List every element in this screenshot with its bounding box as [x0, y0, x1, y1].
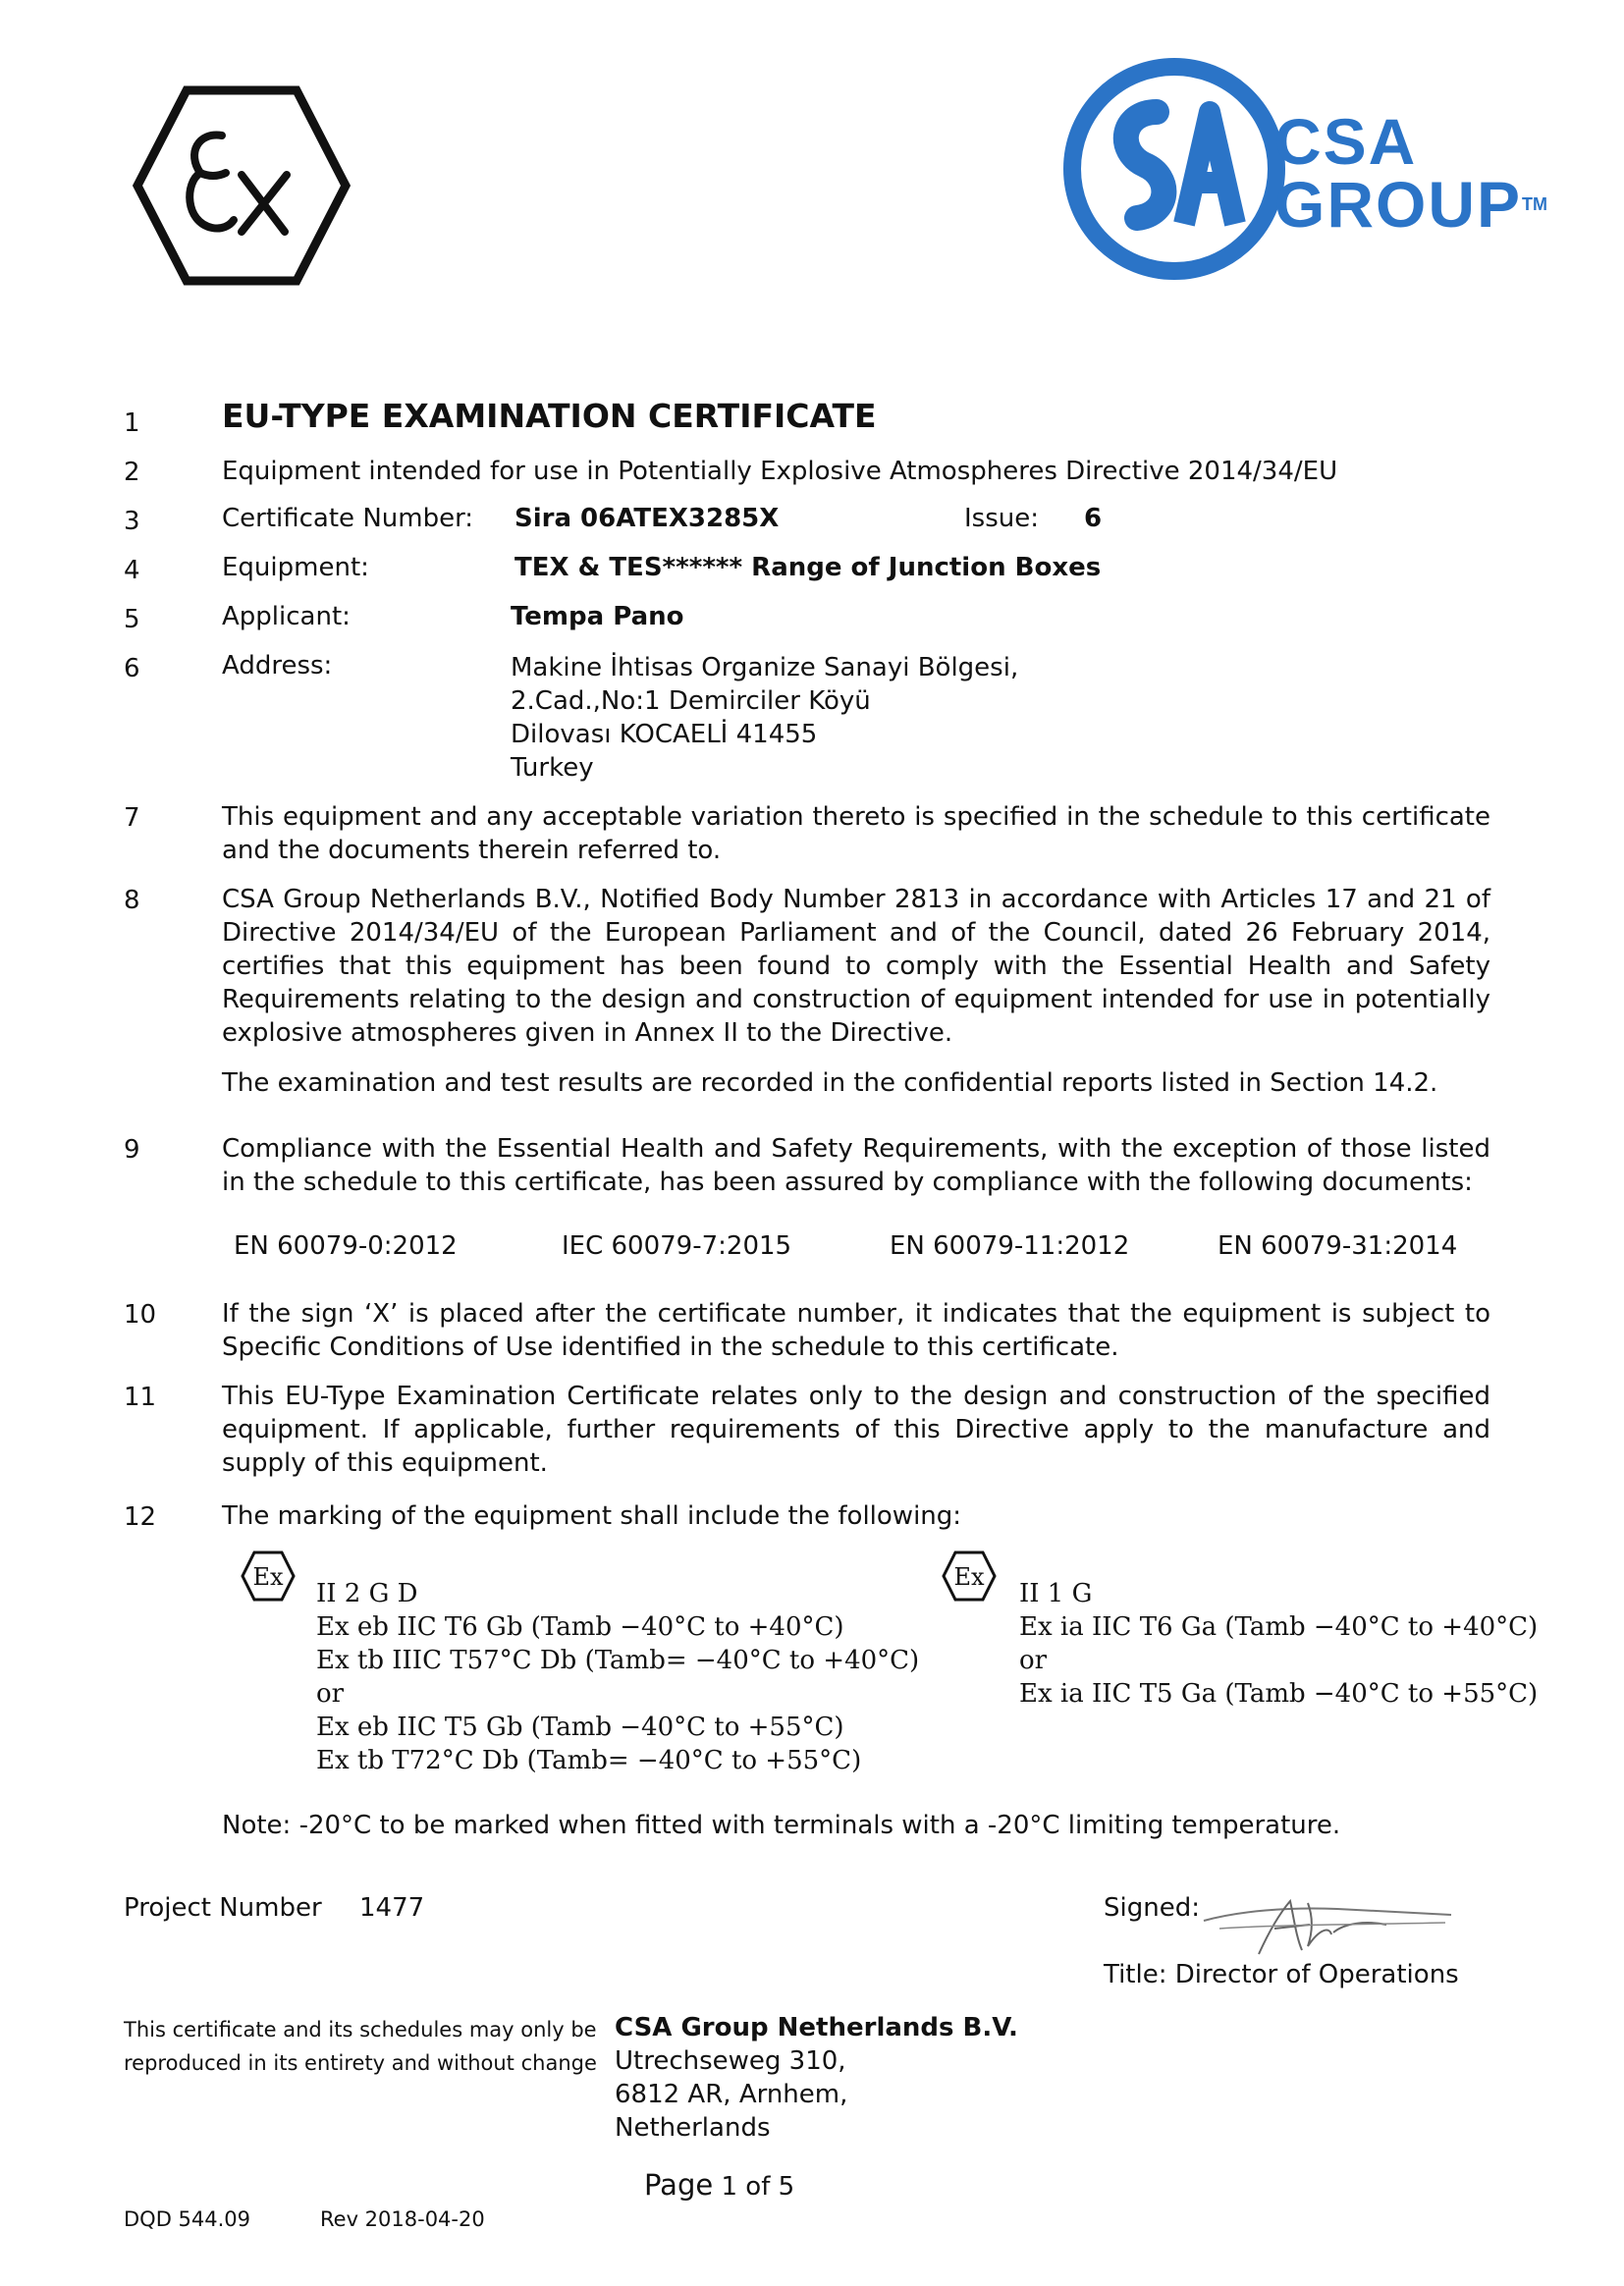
marking-right — [1019, 1577, 1538, 1711]
signature-image — [1200, 1885, 1457, 1964]
address-line: Makine İhtisas Organize Sanayi Bölgesi, — [511, 653, 1019, 682]
item-9-text: Compliance with the Essential Health and Safety Requirements, with the exception of those listed in the schedule to this certificate, has been assured by compliance with the following documents: — [222, 1134, 1490, 1197]
item-11-text: This EU-Type Examination Certificate relates only to the design and construction of the specified equipment. If applicable, further requirements of this Directive apply to the manufacture and supply of this equipment. — [222, 1382, 1490, 1478]
equipment-label: Equipment: — [222, 553, 369, 582]
certificate-number-label: Certificate Number: — [222, 504, 474, 533]
marking-line: Ex eb IIC T5 Gb (Tamb −40°C to +55°C) — [316, 1713, 844, 1742]
item-8-reports-text: The examination and test results are recorded in the confidential reports listed in Section 14.2. — [222, 1068, 1438, 1098]
ex-mark-icon — [941, 1550, 998, 1603]
item-number: 3 — [124, 507, 140, 536]
marking-line: Ex ia IIC T6 Ga (Tamb −40°C to +40°C) — [1019, 1612, 1539, 1642]
marking-line: II 1 G — [1019, 1579, 1093, 1608]
item-number: 8 — [124, 886, 140, 915]
item-10-text: If the sign ‘X’ is placed after the certificate number, it indicates that the equipment is subject to Specific Conditions of Use identified in the schedule to this certificate. — [222, 1299, 1490, 1362]
applicant-value: Tempa Pano — [511, 602, 684, 631]
csa-logo-text — [1274, 105, 1548, 241]
certificate-number-value: Sira 06ATEX3285X — [514, 504, 780, 533]
applicant-address — [511, 651, 1018, 785]
certificate-title: EU-TYPE EXAMINATION CERTIFICATE — [222, 397, 877, 435]
address-line: Turkey — [511, 753, 594, 783]
issue-value: 6 — [1084, 504, 1103, 533]
marking-note: Note: -20°C to be marked when fitted with terminals with a -20°C limiting temperature. — [222, 1811, 1341, 1840]
address-line: 2.Cad.,No:1 Demirciler Köyü — [511, 686, 871, 716]
item-number: 1 — [124, 408, 140, 438]
item-number: 9 — [124, 1135, 140, 1165]
applicant-label: Applicant: — [222, 602, 351, 631]
reproduction-line: reproduced in its entirety and without change — [124, 2051, 597, 2075]
standard-item: IEC 60079-7:2015 — [562, 1231, 792, 1261]
marking-line: Ex tb IIIC T57°C Db (Tamb= −40°C to +40°C) — [316, 1646, 920, 1675]
issue-label: Issue: — [964, 504, 1039, 533]
document-code: DQD 544.09 — [124, 2207, 251, 2231]
marking-line: Ex eb IIC T6 Gb (Tamb −40°C to +40°C) — [316, 1612, 844, 1642]
item-8-text: CSA Group Netherlands B.V., Notified Body Number 2813 in accordance with Articles 17 and 21 of Directive 2014/34/EU of the European Parliament and of the Council, dated 26 February 2014, certifies that this equipment has been found to comply with the Essential Health and Safety Requirements relating to the design and construction of equipment intended for use in potentially explosive atmospheres given in Annex II to the Directive. — [222, 885, 1490, 1048]
page-word: Page — [644, 2168, 714, 2202]
marking-line: or — [316, 1679, 345, 1709]
item-7-text: This equipment and any acceptable variation thereto is specified in the schedule to this certificate and the documents therein referred to. — [222, 802, 1490, 865]
item-number: 2 — [124, 458, 140, 487]
company-address-line: Utrechseweg 310, — [615, 2046, 846, 2076]
svg-text:Ex: Ex — [953, 1563, 985, 1591]
item-number: 5 — [124, 605, 140, 634]
signatory-title: Title: Director of Operations — [1104, 1960, 1459, 1989]
reproduction-line: This certificate and its schedules may only be — [124, 2018, 597, 2041]
signed-label: Signed: — [1104, 1893, 1200, 1923]
address-label: Address: — [222, 651, 333, 680]
csa-logo-line2: GROUP — [1274, 168, 1523, 241]
project-number-label: Project Number — [124, 1893, 322, 1923]
company-name: CSA Group Netherlands B.V. — [615, 2013, 1018, 2042]
item-number: 12 — [124, 1502, 157, 1532]
item-number: 6 — [124, 654, 140, 683]
marking-line: Ex tb T72°C Db (Tamb= −40°C to +55°C) — [316, 1746, 862, 1775]
reproduction-notice — [124, 2013, 597, 2080]
page-count: 1 of 5 — [721, 2172, 795, 2202]
marking-line: or — [1019, 1646, 1048, 1675]
item-number: 7 — [124, 803, 140, 833]
company-address — [615, 2011, 1018, 2145]
directive-text: Equipment intended for use in Potentially Explosive Atmospheres Directive 2014/34/EU — [222, 457, 1338, 486]
item-number: 4 — [124, 556, 140, 585]
csa-logo-line1: CSA — [1274, 105, 1418, 178]
ex-mark-icon — [240, 1550, 297, 1603]
standard-item: EN 60079-31:2014 — [1218, 1231, 1458, 1261]
revision-date: Rev 2018-04-20 — [320, 2207, 485, 2231]
company-address-line: 6812 AR, Arnhem, — [615, 2080, 848, 2109]
project-number-value: 1477 — [359, 1893, 425, 1923]
item-12-text: The marking of the equipment shall include the following: — [222, 1501, 962, 1531]
svg-text:Ex: Ex — [252, 1563, 284, 1591]
company-address-line: Netherlands — [615, 2113, 771, 2143]
standard-item: EN 60079-11:2012 — [890, 1231, 1130, 1261]
page-indicator — [644, 2168, 794, 2202]
ex-hexagon-icon — [132, 84, 352, 287]
csa-logo-tm: TM — [1522, 194, 1548, 214]
address-line: Dilovası KOCAELİ 41455 — [511, 720, 818, 749]
item-number: 10 — [124, 1300, 157, 1330]
standard-item: EN 60079-0:2012 — [234, 1231, 458, 1261]
marking-line: II 2 G D — [316, 1579, 418, 1608]
equipment-value: TEX & TES****** Range of Junction Boxes — [514, 553, 1102, 582]
marking-left — [316, 1577, 919, 1777]
csa-logo-icon — [1062, 57, 1286, 281]
marking-line: Ex ia IIC T5 Ga (Tamb −40°C to +55°C) — [1019, 1679, 1539, 1709]
csa-logo-line2-wrap — [1274, 168, 1548, 241]
item-number: 11 — [124, 1383, 157, 1412]
